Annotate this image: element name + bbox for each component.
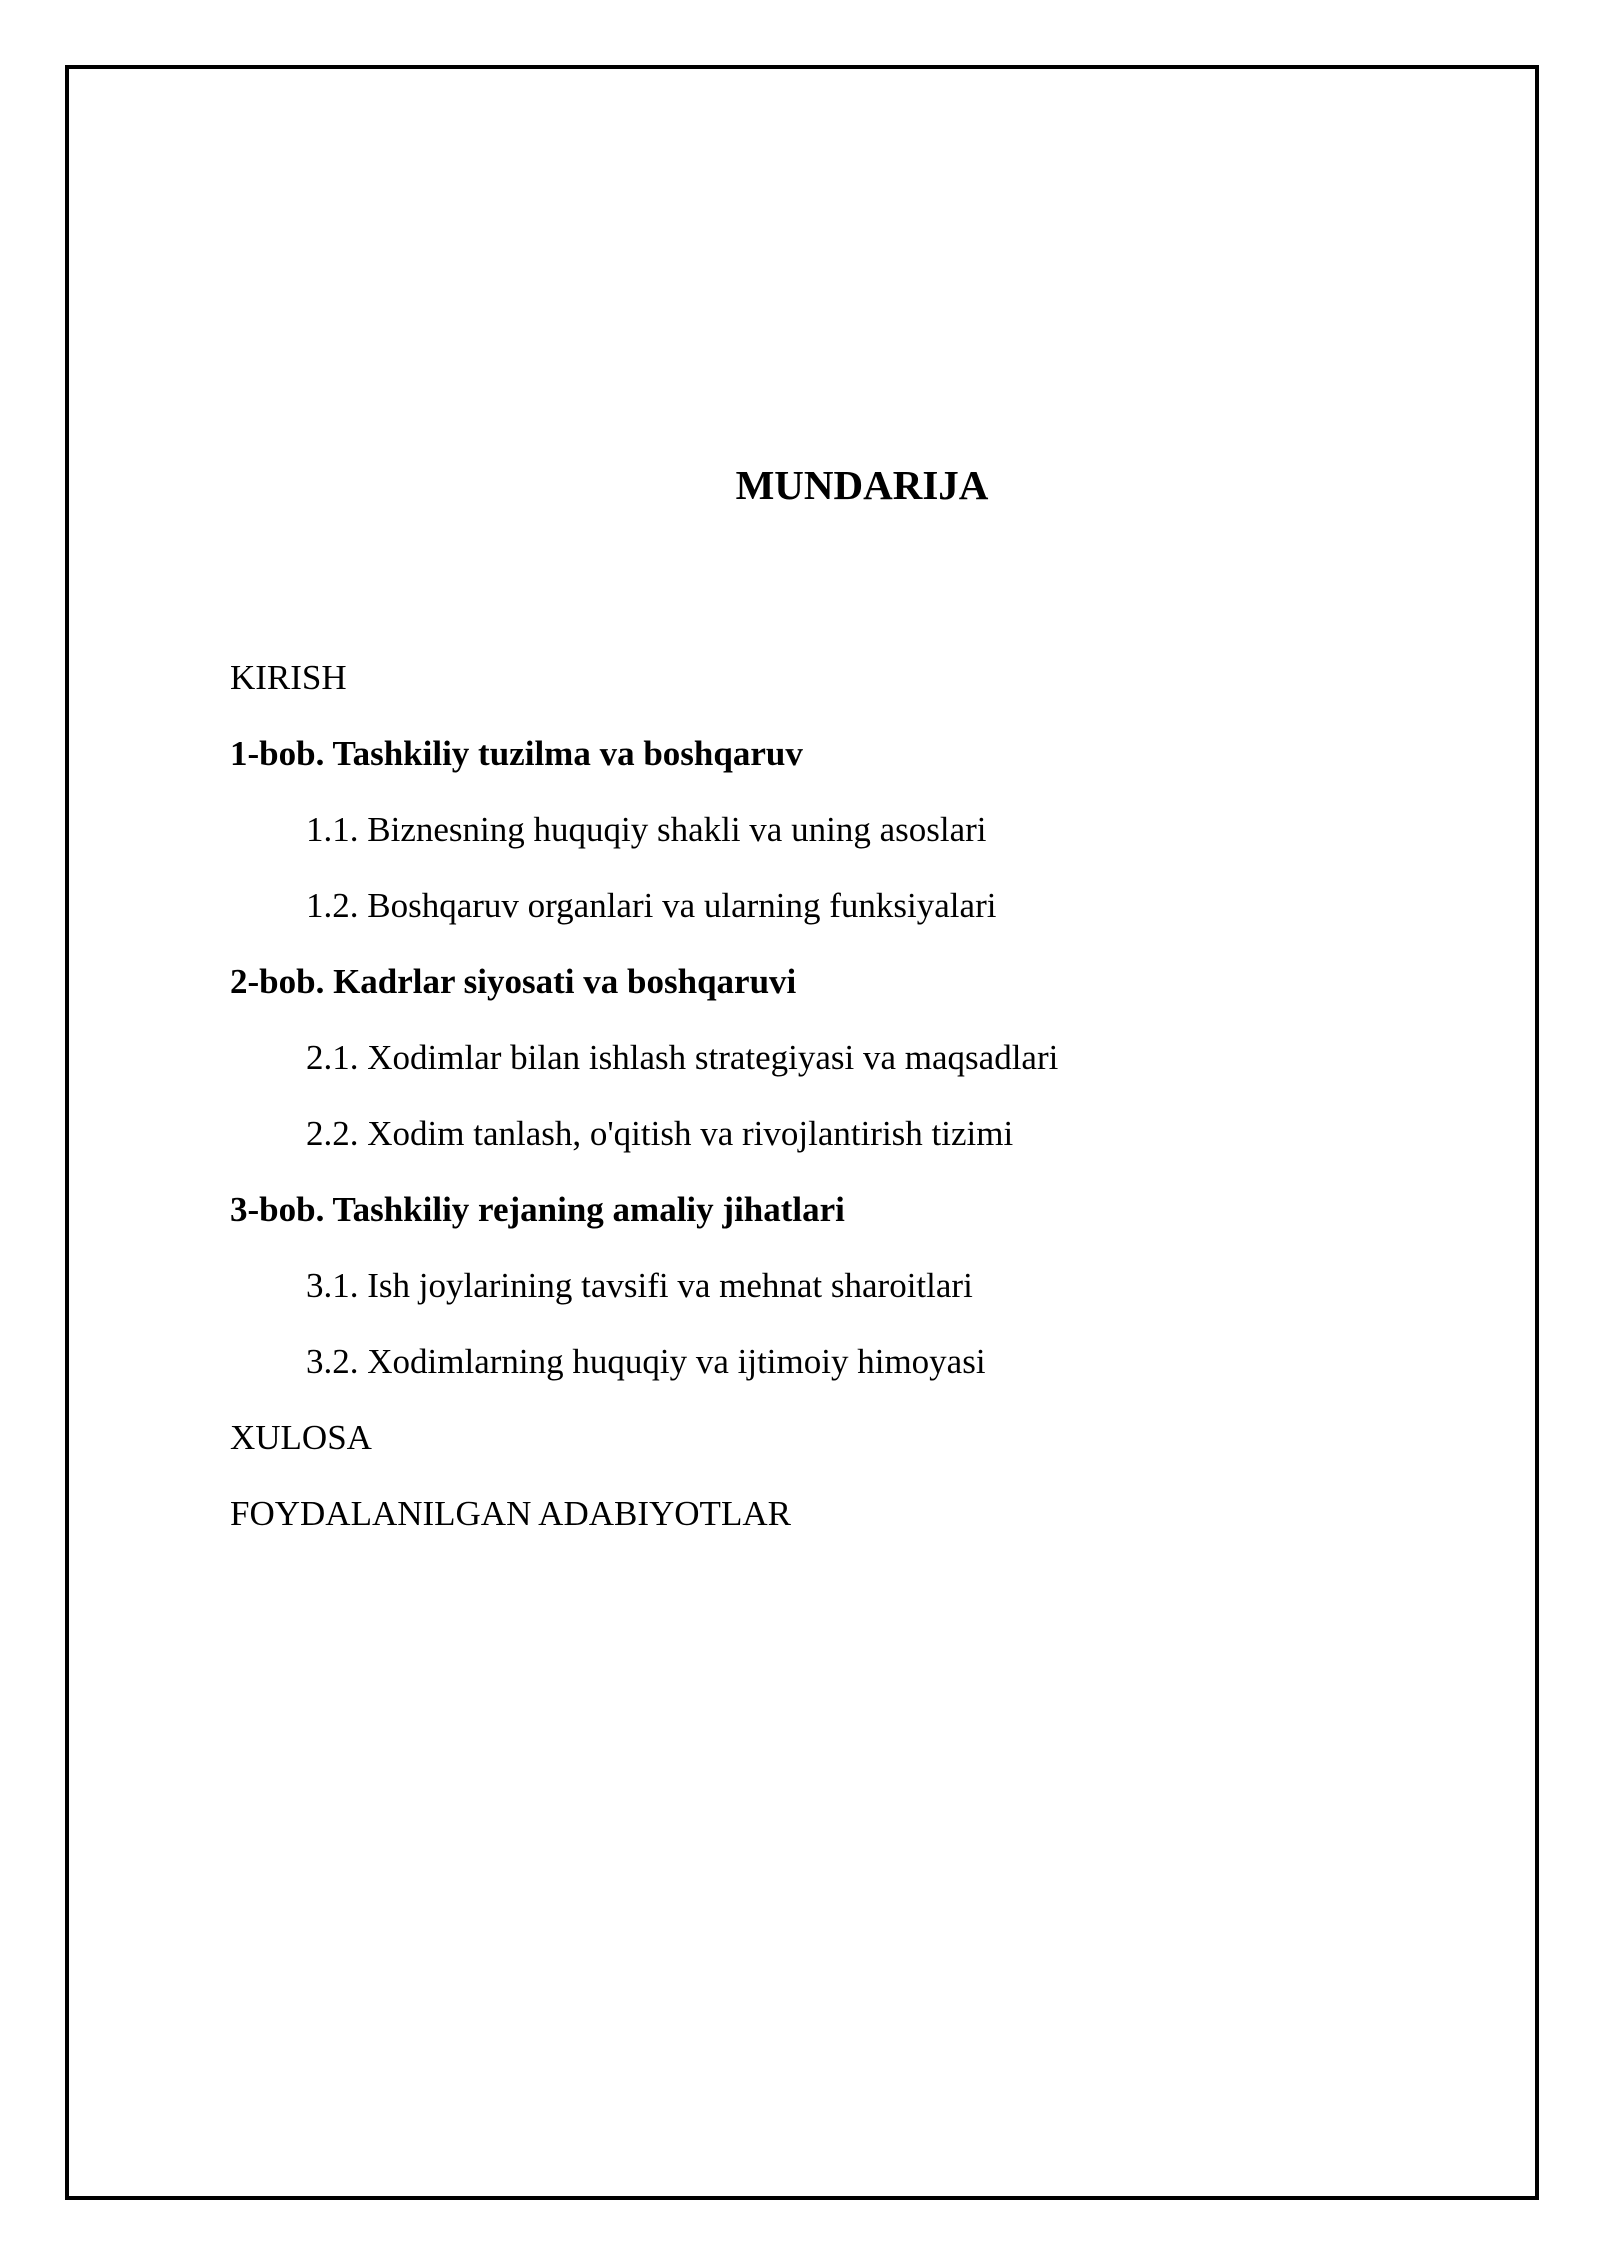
- toc-section-3-2: 3.2. Xodimlarning huquqiy va ijtimoiy himoyasi: [306, 1342, 986, 1381]
- toc-chapter-2: 2-bob. Kadrlar siyosati va boshqaruvi: [230, 962, 797, 1001]
- table-of-contents: [230, 640, 1058, 1552]
- toc-section-1-1: 1.1. Biznesning huquqiy shakli va uning asoslari: [306, 810, 987, 849]
- page-title: MUNDARIJA: [735, 462, 989, 508]
- toc-chapter-1: 1-bob. Tashkiliy tuzilma va boshqaruv: [230, 734, 803, 773]
- toc-section-2-1: 2.1. Xodimlar bilan ishlash strategiyasi va maqsadlari: [306, 1038, 1059, 1077]
- toc-section-1-2: 1.2. Boshqaruv organlari va ularning funksiyalari: [306, 886, 997, 925]
- toc-item-kirish: KIRISH: [230, 658, 347, 697]
- toc-chapter-3: 3-bob. Tashkiliy rejaning amaliy jihatlari: [230, 1190, 845, 1229]
- toc-item-xulosa: XULOSA: [230, 1418, 372, 1457]
- toc-section-3-1: 3.1. Ish joylarining tavsifi va mehnat sharoitlari: [306, 1266, 973, 1305]
- toc-item-references: FOYDALANILGAN ADABIYOTLAR: [230, 1494, 791, 1533]
- toc-section-2-2: 2.2. Xodim tanlash, o'qitish va rivojlantirish tizimi: [306, 1114, 1014, 1153]
